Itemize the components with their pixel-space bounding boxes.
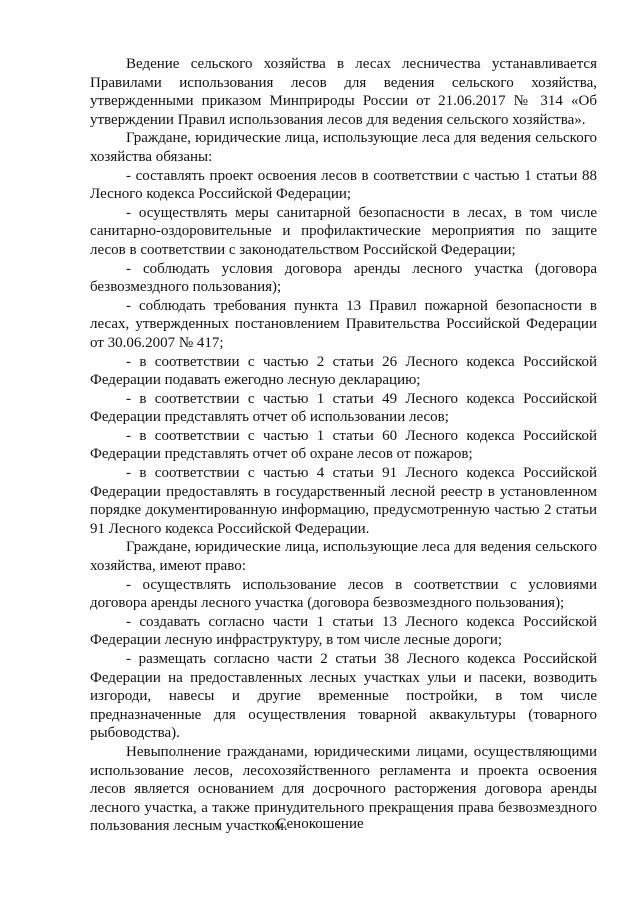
list-item: - осуществлять меры санитарной безопасности в лесах, в том числе санитарно-оздоровительные и профилактические мероприятия по защите лесов в соответствии с законодательством Российской Федерации;: [90, 204, 597, 258]
paragraph: Ведение сельского хозяйства в лесах лесничества устанавливается Правилами использования лесов для ведения сельского хозяйства, утвержденными приказом Минприроды России от 21.06.2017 № 314 «Об утверждении Правил использования лесов для ведения сельского хозяйства».: [90, 56, 597, 128]
list-item: - размещать согласно части 2 статьи 38 Лесного кодекса Российской Федерации на предоставленных лесных участках ульи и пасеки, возводить изгороди, навесы и другие временные постройки, в том числе предназначенные для осуществления товарной аквакультуры (товарного рыбоводства).: [90, 651, 597, 742]
list-item: - осуществлять использование лесов в соответствии с условиями договора аренды лесного участка (договора безвозмездного пользования);: [90, 576, 597, 612]
paragraph: Невыполнение гражданами, юридическими лицами, осуществляющими использование лесов, лесохозяйственного регламента и проекта освоения лесов является основанием для досрочного расторжения договора аренды лесного участка, а также принудительного прекращения права безвозмездного пользования лесным участком.: [90, 743, 597, 835]
paragraph: Граждане, юридические лица, использующие леса для ведения сельского хозяйства обязаны:: [90, 130, 597, 165]
list-item: - в соответствии с частью 1 статьи 49 Лесного кодекса Российской Федерации представлять отчет об использовании лесов;: [90, 390, 597, 426]
list-item: - в соответствии с частью 1 статьи 60 Лесного кодекса Российской Федерации представлять отчет об охране лесов от пожаров;: [90, 427, 597, 463]
section-heading: Сенокошение: [276, 816, 364, 832]
paragraph: Граждане, юридические лица, использующие леса для ведения сельского хозяйства, имеют право:: [90, 539, 597, 575]
list-item: - соблюдать требования пункта 13 Правил пожарной безопасности в лесах, утвержденных постановлением Правительства Российской Федерации от 30.06.2007 № 417;: [90, 297, 597, 351]
list-item: - создавать согласно части 1 статьи 13 Лесного кодекса Российской Федерации лесную инфраструктуру, в том числе лесные дороги;: [90, 613, 597, 649]
document-body: [90, 55, 597, 836]
list-item: - составлять проект освоения лесов в соответствии с частью 1 статьи 88 Лесного кодекса Российской Федерации;: [90, 167, 597, 203]
list-item: - соблюдать условия договора аренды лесного участка (договора безвозмездного пользования);: [90, 260, 597, 296]
list-item: - в соответствии с частью 2 статьи 26 Лесного кодекса Российской Федерации подавать ежегодно лесную декларацию;: [90, 353, 597, 389]
list-item: - в соответствии с частью 4 статьи 91 Лесного кодекса Российской Федерации предоставлять в государственный лесной реестр в установленном порядке документированную информацию, предусмотренную частью 2 статьи 91 Лесного кодекса Российской Федерации.: [90, 465, 597, 537]
